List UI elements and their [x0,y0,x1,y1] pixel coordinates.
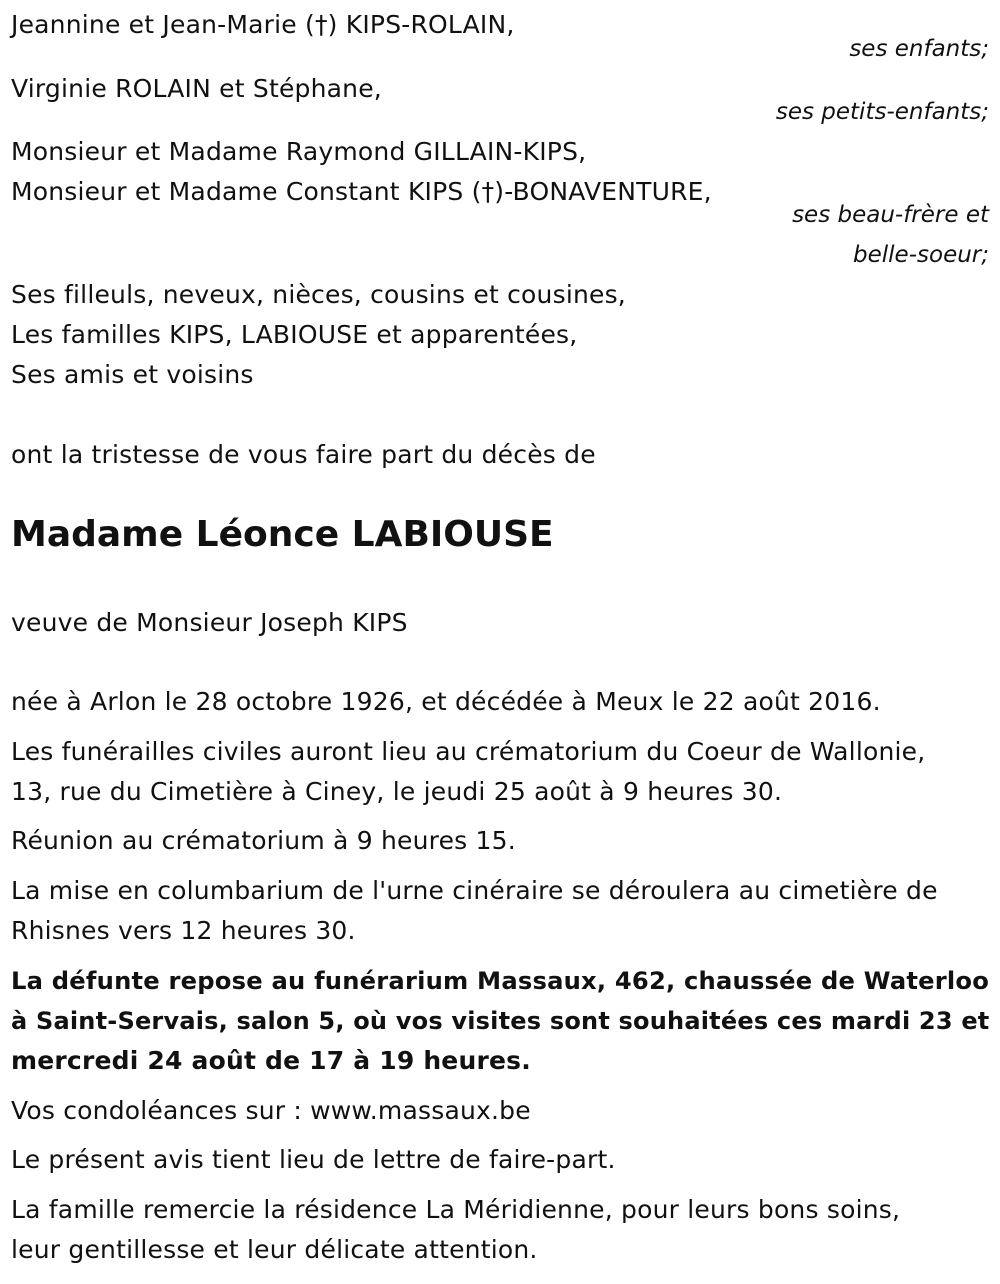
condolences-text: Vos condoléances sur : www.massaux.be [11,1096,531,1125]
visitation-line-1: La défunte repose au funérarium Massaux, 462, chaussée de Waterloo [11,967,990,995]
columbarium-line-2: Rhisnes vers 12 heures 30. [11,916,356,945]
notice-note: Le présent avis tient lieu de lettre de faire-part. [11,1145,616,1174]
relatives-line: Ses filleuls, neveux, nièces, cousins et cousines, [11,280,626,309]
meeting-text: Réunion au crématorium à 9 heures 15. [11,826,516,855]
columbarium-line-1: La mise en columbarium de l'urne cinéraire se déroulera au cimetière de [11,876,938,905]
widow-of-text: veuve de Monsieur Joseph KIPS [11,608,408,637]
children-names: Jeannine et Jean-Marie (†) KIPS-ROLAIN, [11,10,515,39]
in-laws-line-1: Monsieur et Madame Raymond GILLAIN-KIPS, [11,137,587,166]
in-laws-role-2: belle-soeur; [853,242,989,268]
funeral-line-2: 13, rue du Cimetière à Ciney, le jeudi 25 août à 9 heures 30. [11,777,783,806]
in-laws-role-1: ses beau-frère et [792,202,989,228]
funeral-line-1: Les funérailles civiles auront lieu au crématorium du Coeur de Wallonie, [11,737,926,766]
thanks-line-1: La famille remercie la résidence La Méridienne, pour leurs bons soins, [11,1195,901,1224]
visitation-line-2: à Saint-Servais, salon 5, où vos visites sont souhaitées ces mardi 23 et [11,1007,990,1035]
announcement-text: ont la tristesse de vous faire part du décès de [11,440,596,469]
children-role: ses enfants; [849,36,989,62]
families-line: Les familles KIPS, LABIOUSE et apparentées, [11,320,578,349]
birth-death-text: née à Arlon le 28 octobre 1926, et décédée à Meux le 22 août 2016. [11,687,881,716]
thanks-line-2: leur gentillesse et leur délicate attention. [11,1235,538,1264]
in-laws-line-2: Monsieur et Madame Constant KIPS (†)-BONAVENTURE, [11,177,712,206]
grandchildren-role: ses petits-enfants; [775,99,989,125]
friends-line: Ses amis et voisins [11,360,254,389]
visitation-line-3: mercredi 24 août de 17 à 19 heures. [11,1046,531,1075]
deceased-name: Madame Léonce LABIOUSE [11,514,554,555]
grandchildren-names: Virginie ROLAIN et Stéphane, [11,74,382,103]
